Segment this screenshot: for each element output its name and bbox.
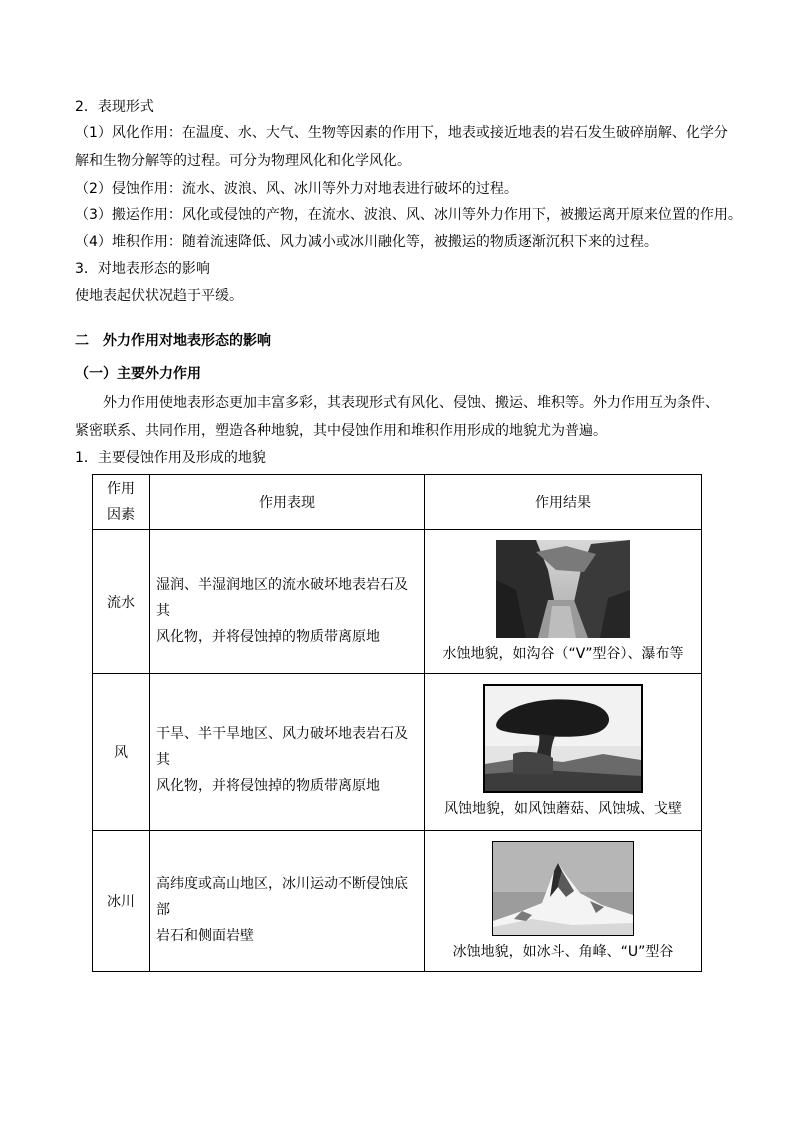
weathering-paragraph-line2: 解和生物分解等的过程。可分为物理风化和化学风化。 [75,153,411,169]
result-cell [425,530,702,674]
header-factor-line1: 作用 [107,481,135,497]
desc-line: 岩石和侧面岩壁 [156,928,254,944]
section-heading-3: 3．对地表形态的影响 [75,261,210,277]
river-valley-photo [496,540,630,638]
manifestation-cell [150,674,425,831]
table-row [93,674,702,831]
result-caption: 风蚀地貌，如风蚀蘑菇、风蚀城、戈壁 [444,801,682,817]
erosion-landform-table [92,474,702,972]
result-caption: 水蚀地貌，如沟谷（“V”型谷）、瀑布等 [442,646,684,662]
intro-paragraph-line2: 紧密联系、共同作用，塑造各种地貌，其中侵蚀作用和堆积作用形成的地貌尤为普遍。 [75,423,607,439]
factor-cell: 冰川 [93,831,150,972]
desc-line: 风化物，并将侵蚀掉的物质带离原地 [156,629,380,645]
deposition-paragraph: （4）堆积作用：随着流速降低、风力减小或冰川融化等，被搬运的物质逐渐沉积下来的过程。 [75,234,658,250]
desc-line: 风化物，并将侵蚀掉的物质带离原地 [156,778,380,794]
section-3-text: 使地表起伏状况趋于平缓。 [75,288,243,304]
desc-line: 湿润、半湿润地区的流水破坏地表岩石及其 [156,577,408,619]
header-factor-line2: 因素 [107,507,135,523]
result-cell [425,674,702,831]
table-row [93,530,702,674]
header-manifestation: 作用表现 [150,475,425,530]
table-header-row [93,475,702,530]
header-factor [93,475,150,530]
desc-line: 高纬度或高山地区，冰川运动不断侵蚀底部 [156,876,408,918]
matterhorn-peak-photo [492,841,634,936]
erosion-paragraph: （2）侵蚀作用：流水、波浪、风、冰川等外力对地表进行破坏的过程。 [75,181,518,197]
result-cell [425,831,702,972]
part-2-heading: 二 外力作用对地表形态的影响 [75,333,271,349]
factor-cell: 流水 [93,530,150,674]
result-caption: 冰蚀地貌，如冰斗、角峰、“U”型谷 [452,944,674,960]
mushroom-rock-photo [483,684,643,793]
manifestation-cell [150,831,425,972]
intro-paragraph-line1: 外力作用使地表形态更加丰富多彩，其表现形式有风化、侵蚀、搬运、堆积等。外力作用互为条件、 [103,395,719,411]
manifestation-cell [150,530,425,674]
list-heading-erosion: 1．主要侵蚀作用及形成的地貌 [75,450,266,466]
header-result: 作用结果 [425,475,702,530]
table-row [93,831,702,972]
sub-heading-main-external-forces: （一）主要外力作用 [75,366,201,382]
factor-cell: 风 [93,674,150,831]
desc-line: 干旱、半干旱地区、风力破坏地表岩石及其 [156,726,408,768]
section-heading-2: 2．表现形式 [75,99,154,115]
transport-paragraph: （3）搬运作用：风化或侵蚀的产物，在流水、波浪、风、冰川等外力作用下，被搬运离开原来位置的作用。 [75,207,742,223]
weathering-paragraph-line1: （1）风化作用：在温度、水、大气、生物等因素的作用下，地表或接近地表的岩石发生破碎崩解、化学分 [75,125,728,141]
